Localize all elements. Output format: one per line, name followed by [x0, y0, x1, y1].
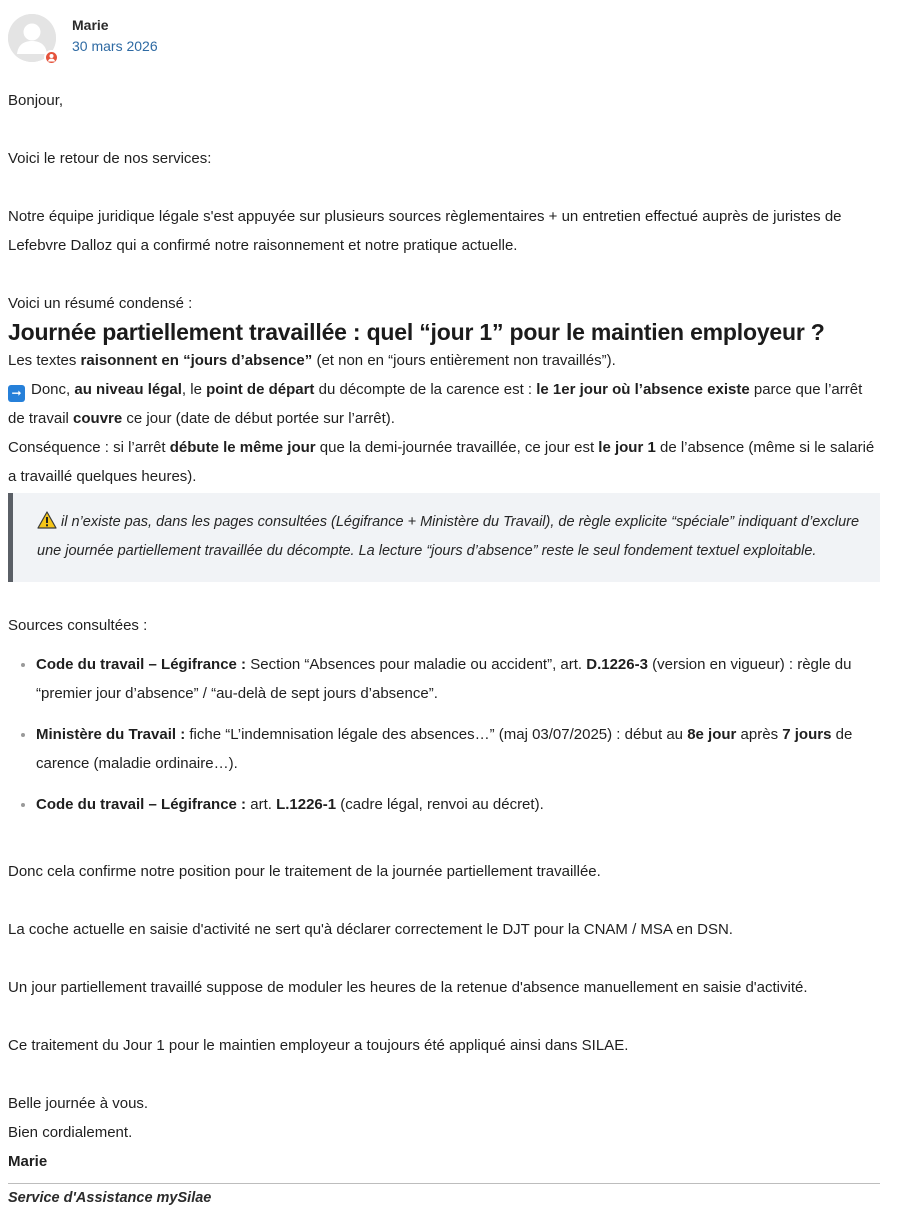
closing-line-2: Bien cordialement.: [8, 1124, 133, 1141]
greeting: Bonjour,: [8, 92, 64, 109]
warning-note-text: il n’existe pas, dans les pages consultées (Légifrance + Ministère du Travail), de règle explicite “spéciale” indiquant d’exclure une journée partiellement travaillée du décompte. La lecture “jours d’absence” reste le seul fondement textuel exploitable.: [37, 514, 860, 559]
conclusion-2: La coche actuelle en saisie d'activité ne sert qu'à déclarer correctement le DJT pour la CNAM / MSA en DSN.: [8, 921, 733, 938]
message-header: [8, 14, 888, 70]
conclusion-3: Un jour partiellement travaillé suppose de moduler les heures de la retenue d'absence manuellement en saisie d'activité.: [8, 979, 808, 996]
team-paragraph: Notre équipe juridique légale s'est appuyée sur plusieurs sources règlementaires + un entretien effectué auprès de juristes de Lefebvre Dalloz qui a confirmé notre raisonnement et notre pratique actuelle.: [8, 208, 842, 254]
user-badge-icon: [46, 52, 57, 63]
user-badge: [44, 50, 59, 65]
summary-label: Voici un résumé condensé :: [8, 295, 193, 312]
list-item: • Code du travail – Légifrance : Section “Absences pour maladie ou accident”, art. D.1226-3 (version en vigueur) : règle du “premier jour d’absence” / “au-delà de sept jours d’absence”.: [36, 650, 880, 708]
warning-note: [8, 493, 880, 582]
summary-heading: Journée partiellement travaillée : quel “jour 1” pour le maintien employeur ?: [8, 319, 825, 345]
sources-list: [8, 650, 880, 819]
service-name: Service d'Assistance mySilae: [8, 1190, 212, 1206]
summary-line-3: Conséquence : si l’arrêt débute le même jour que la demi-journée travaillée, ce jour est le jour 1 de l’absence (même si le salarié a travaillé quelques heures).: [8, 439, 875, 485]
author-name[interactable]: Marie: [72, 17, 109, 33]
warning-icon: [37, 511, 57, 529]
conclusion-4: Ce traitement du Jour 1 pour le maintien employeur a toujours été appliqué ainsi dans SILAE.: [8, 1037, 629, 1054]
sources-label: Sources consultées :: [8, 617, 148, 634]
closing-line-1: Belle journée à vous.: [8, 1095, 149, 1112]
message-date[interactable]: 30 mars 2026: [72, 38, 158, 54]
list-item: • Code du travail – Légifrance : art. L.1226-1 (cadre légal, renvoi au décret).: [36, 790, 880, 819]
summary-line-1: Les textes raisonnent en “jours d’absence” (et non en “jours entièrement non travaillés”).: [8, 352, 616, 369]
message-body: [8, 86, 880, 1212]
list-item: • Ministère du Travail : fiche “L’indemnisation légale des absences…” (maj 03/07/2025) : début au 8e jour après 7 jours de carence (maladie ordinaire…).: [36, 720, 880, 778]
conclusion-1: Donc cela confirme notre position pour le traitement de la journée partiellement travaillée.: [8, 863, 601, 880]
right-arrow-icon: ➞: [8, 385, 25, 402]
summary-line-2: ➞ Donc, au niveau légal, le point de départ du décompte de la carence est : le 1er jour où l’absence existe parce que l’arrêt de travail couvre ce jour (date de début portée sur l’arrêt).: [8, 381, 863, 427]
intro-text: Voici le retour de nos services:: [8, 150, 212, 167]
signature-name: Marie: [8, 1153, 48, 1170]
